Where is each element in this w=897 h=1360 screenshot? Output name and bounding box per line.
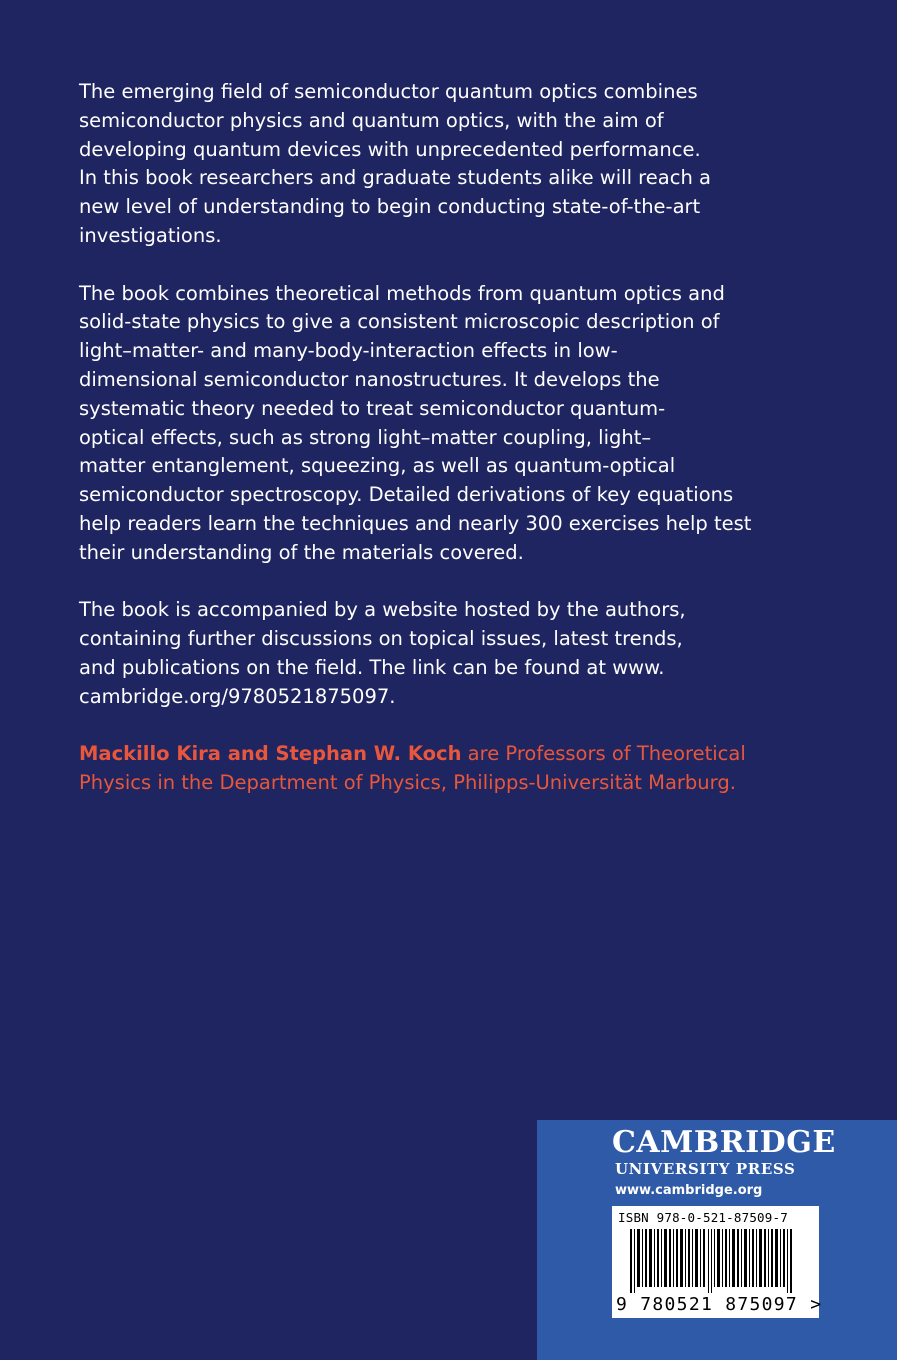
blurb-paragraph-3: The book is accompanied by a website hosted by the authors, containing further discussions on topical issues, latest trends, and publications on the field. The link can be found at www. cambridge.org/9780521875097. (79, 598, 686, 708)
barcode-digits: 9 780521 875097 > (616, 1294, 823, 1315)
isbn-label: ISBN 978-0-521-87509-7 (618, 1210, 788, 1225)
author-description: are Professors of Theoretical Physics in the Department of Physics, Philipps-Universität Marburg. (79, 742, 746, 795)
author-bio (79, 740, 779, 798)
blurb-paragraph-1: The emerging field of semiconductor quantum optics combines semiconductor physics and quantum optics, with the aim of developing quantum devices with unprecedented performance. In this book researchers and graduate students alike will reach a new level of understanding to begin conducting state-of-the-art investigations. (79, 80, 711, 247)
barcode-icon (630, 1229, 800, 1293)
book-blurb (79, 78, 779, 827)
publisher-logo-subtitle: UNIVERSITY PRESS (615, 1160, 796, 1178)
publisher-url: www.cambridge.org (615, 1183, 763, 1198)
blurb-paragraph-2: The book combines theoretical methods from quantum optics and solid-state physics to give a consistent microscopic description of light–matter- and many-body-interaction effects in low- dimensional semiconductor nanostructures. It develops the systematic theory needed to treat semiconductor quantum- optical effects, such as strong light–matter coupling, light– matter entanglement, squeezing, as well as quantum-optical semiconductor spectroscopy. Detailed derivations of key equations help readers learn the techniques and nearly 300 exercises help test their understanding of the materials covered. (79, 281, 752, 564)
publisher-logo-name: CAMBRIDGE (612, 1125, 836, 1160)
author-names: Mackillo Kira and Stephan W. Koch (79, 742, 462, 766)
